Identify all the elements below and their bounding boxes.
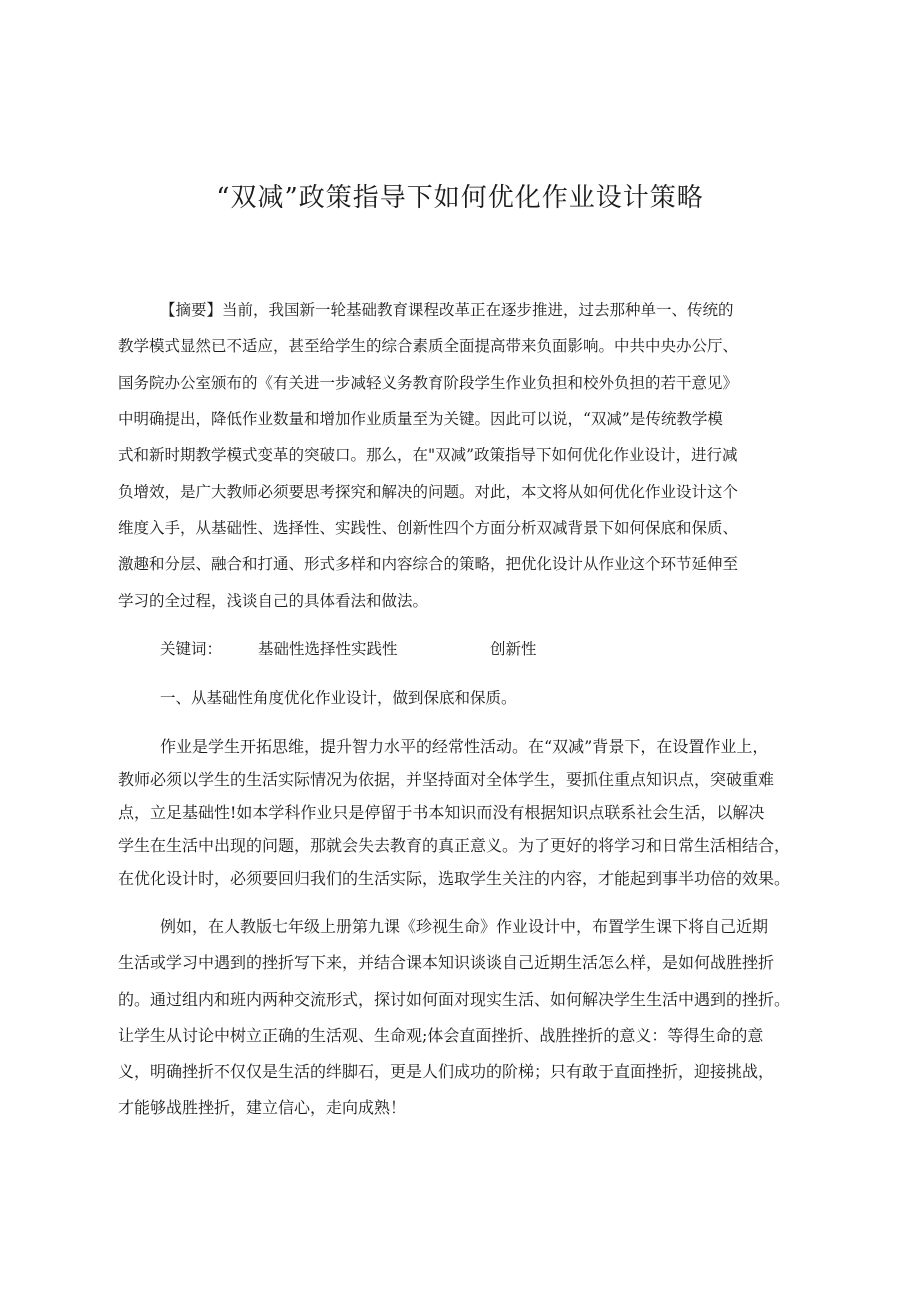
para-1-line-2: 教师必须以学生的生活实际情况为依据，并坚持面对全体学生，要抓住重点知识点，突破重难	[118, 770, 775, 789]
para-2-line-5: 义，明确挫折不仅仅是生活的绊脚石，更是人们成功的阶梯；只有敢于直面挫折，迎接挑战，	[118, 1062, 775, 1081]
para-2-line-4: 让学生从讨论中树立正确的生活观、生命观;体会直面挫折、战胜挫折的意义：等得生命的意	[118, 1026, 764, 1045]
abstract-line-9: 学习的全过程，浅谈自己的具体看法和做法。	[118, 592, 429, 610]
abstract-line-8: 激趣和分层、融合和打通、形式多样和内容综合的策略，把优化设计从作业这个环节延伸至	[118, 555, 739, 573]
abstract-line-6: 负增效，是广大教师必须要思考探究和解决的问题。对此，本文将从如何优化作业设计这个	[118, 483, 739, 501]
abstract-line-2: 教学模式显然已不适应，甚至给学生的综合素质全面提高带来负面影响。中共中央办公厅、	[118, 337, 739, 355]
document-title: “双减”政策指导下如何优化作业设计策略	[216, 183, 704, 213]
para-2-line-6: 才能够战胜挫折，建立信心，走向成熟！	[118, 1098, 407, 1117]
abstract-line-1: 【摘要】当前，我国新一轮基础教育课程改革正在逐步推进，过去那种单一、传统的	[160, 301, 734, 319]
abstract-line-4: 中明确提出，降低作业数量和增加作业质量至为关键。因此可以说，“双减”是传统教学模	[118, 410, 723, 428]
para-2-line-2: 生活或学习中遇到的挫折写下来，并结合课本知识谈谈自己近期生活怎么样，是如何战胜挫折	[118, 953, 775, 972]
para-1-line-1: 作业是学生开拓思维，提升智力水平的经常性活动。在“双减”背景下，在设置作业上，	[160, 737, 769, 756]
para-1-line-3: 点，立足基础性!如本学科作业只是停留于书本知识而没有根据知识点联系社会生活，以解决	[118, 803, 765, 822]
section-1-heading: 一、从基础性角度优化作业设计，做到保底和保质。	[160, 689, 517, 707]
para-2-line-3: 的。通过组内和班内两种交流形式，探讨如何面对现实生活、如何解决学生生活中遇到的挫折。	[118, 990, 791, 1009]
keywords-group-2: 创新性	[490, 640, 537, 658]
abstract-line-3: 国务院办公室颁布的《有关进一步减轻义务教育阶段学生作业负担和校外负担的若干意见》	[118, 374, 739, 392]
para-1-line-4: 学生在生活中出现的问题，那就会失去教育的真正意义。为了更好的将学习和日常生活相结合，	[118, 836, 791, 855]
keywords-label: 关键词：	[160, 640, 223, 658]
para-2-line-1: 例如，在人教版七年级上册第九课《珍视生命》作业设计中，布置学生课下将自己近期	[160, 917, 769, 936]
para-1-line-5: 在优化设计时，必须要回归我们的生活实际，选取学生关注的内容，才能起到事半功倍的效果。	[118, 869, 791, 888]
abstract-line-7: 维度入手，从基础性、选择性、实践性、创新性四个方面分析双减背景下如何保底和保质、	[118, 519, 739, 537]
abstract-line-5: 式和新时期教学模式变革的突破口。那么，在"双减”政策指导下如何优化作业设计，进行减	[118, 446, 738, 464]
keywords-group-1: 基础性选择性实践性	[258, 640, 398, 658]
